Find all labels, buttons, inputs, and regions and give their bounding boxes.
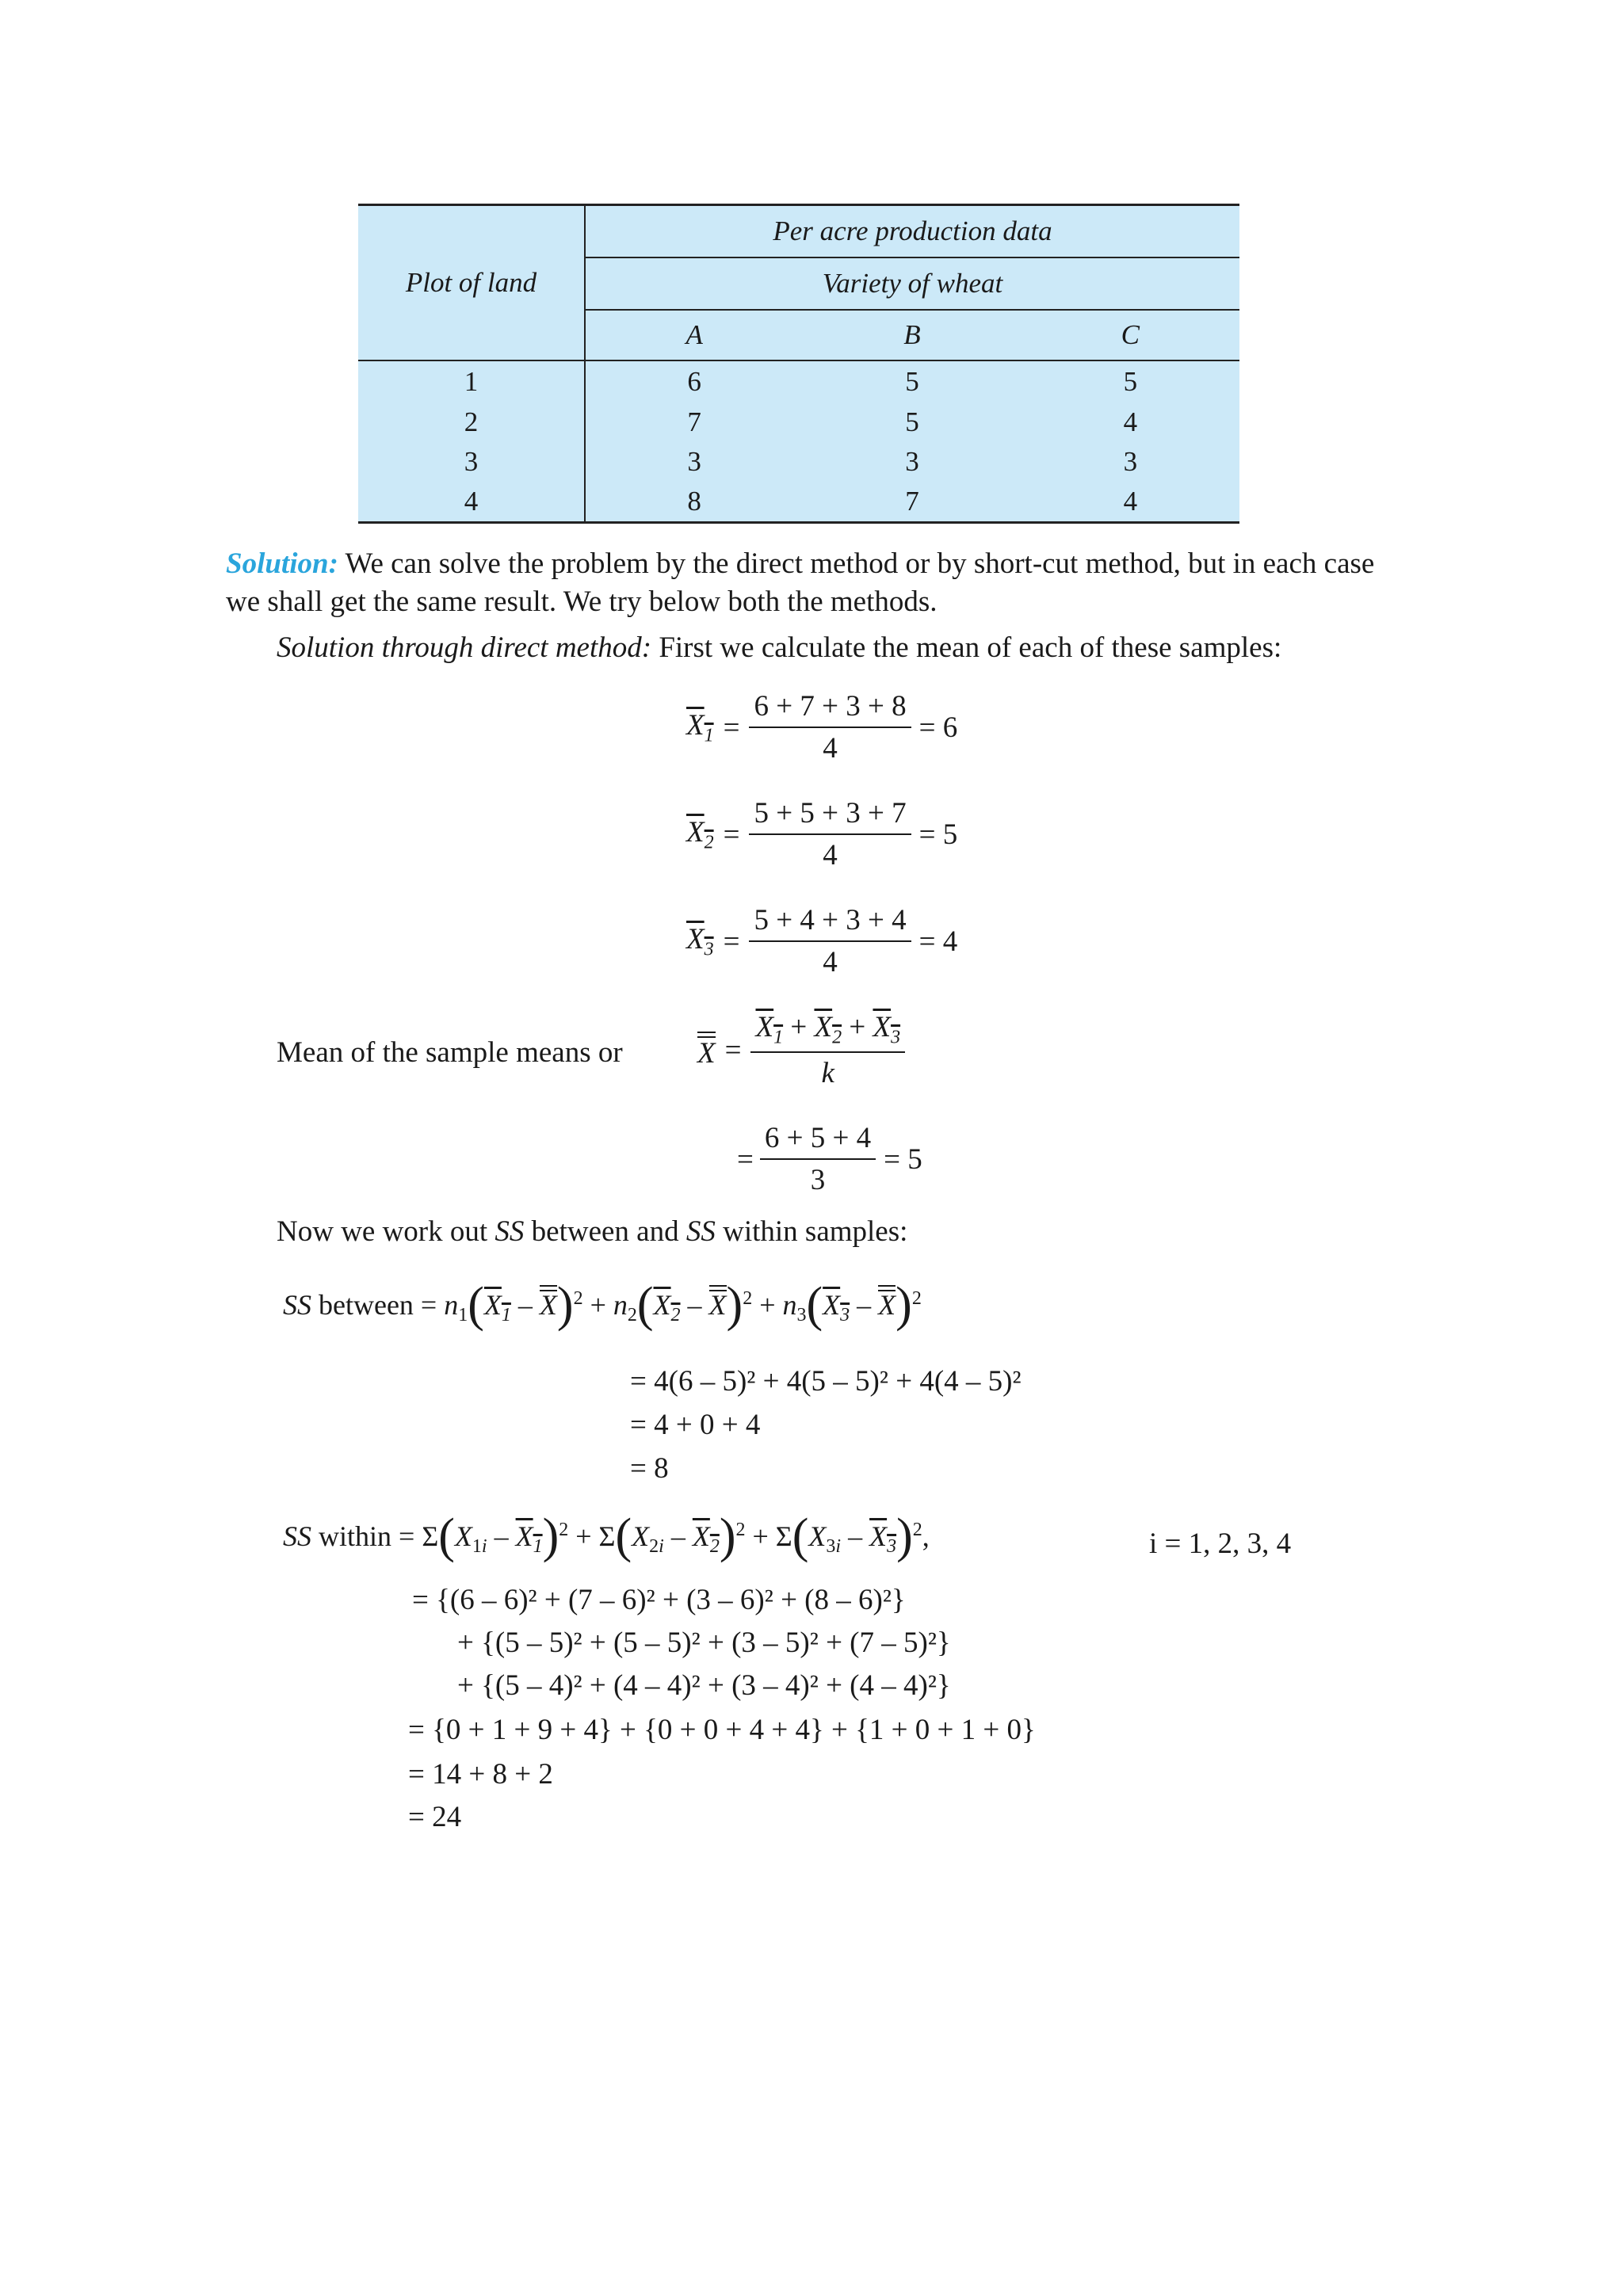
value-cell: 3 [687,446,701,477]
grand-mean-calc-fraction: $\frac{6 + 5 + 4}{3}$ [760,1121,876,1197]
value-cell: 3 [905,446,919,477]
column-header-b: B [803,310,1021,360]
solution-paragraph-line2: we shall get the same result. We try below both the methods. [226,585,938,618]
column-header-a: A [585,310,803,360]
value-cell: 4 [1022,482,1239,523]
mean-equation-1: $X_1$ = $\frac{6 + 7 + 3 + 8}{4}$ = 6 [686,690,958,765]
ss-between-step: = 8 [630,1452,669,1485]
table-row [358,402,1239,442]
mean-result: = 6 [918,711,958,744]
mean-fraction: $\frac{5 + 4 + 3 + 4}{4}$ [749,903,911,979]
ss-between-formula: SS between = $n_1(X_1 - X)^2 + n_2(X_2 - X)^2 + n_3(X_3 - X)^2$ [283,1278,922,1332]
table-row [358,482,1239,523]
ss-within-step: + {(5 – 4)² + (4 – 4)² + (3 – 4)² + (4 – 4)²} [457,1669,951,1702]
ss-intro-line: Now we work out SS between and SS within samples: [277,1215,908,1248]
ss-within-step: = 24 [408,1801,462,1833]
ss-within-step: = 14 + 8 + 2 [408,1758,553,1791]
mean-fraction: $\frac{5 + 5 + 3 + 7}{4}$ [749,796,911,872]
ss-within-step: + {(5 – 5)² + (5 – 5)² + (3 – 5)² + (7 – 5)²} [457,1627,951,1659]
mean-symbol: $X_3$ [686,922,714,960]
header-per-acre-production: Per acre production data [585,205,1239,258]
grand-mean-calc: = $\frac{6 + 5 + 4}{3}$ = 5 [737,1122,922,1196]
plot-cell: 3 [358,442,585,482]
value-cell: 5 [1022,360,1239,402]
direct-method-text: First we calculate the mean of each of these samples: [659,631,1282,664]
value-cell: 7 [687,406,701,437]
plot-cell: 1 [358,360,585,402]
table-row [358,360,1239,402]
mean-result: = 4 [918,925,958,958]
ss-within-step: = {0 + 1 + 9 + 4} + {0 + 0 + 4 + 4} + {1 + 0 + 1 + 0} [408,1714,1036,1746]
grand-mean-fraction: $\frac{X_1 + X_2 + X_3}{k}$ [750,1010,905,1090]
solution-label: Solution: [226,547,338,580]
direct-method-label: Solution through direct method: [277,631,652,664]
column-header-c: C [1022,310,1239,360]
ss-within-index-note: i = 1, 2, 3, 4 [1149,1527,1292,1560]
grand-mean-equation: X = $\frac{X_1 + X_2 + X_3}{k}$ [697,1010,905,1090]
value-cell: 4 [1123,406,1138,437]
grand-mean-symbol: X [697,1030,716,1070]
mean-symbol: $X_1$ [686,708,714,746]
header-variety-of-wheat: Variety of wheat [585,257,1239,310]
solution-text: We can solve the problem by the direct method or by short-cut method, but in each case [345,547,1375,580]
solution-paragraph-line1 [226,547,1374,581]
ss-between-step: = 4(6 – 5)² + 4(5 – 5)² + 4(4 – 5)² [630,1365,1022,1398]
ss-between-step: = 4 + 0 + 4 [630,1409,761,1441]
mean-symbol: $X_2$ [686,815,714,853]
wheat-production-table [358,204,1239,524]
value-cell: 7 [803,482,1021,523]
direct-method-line [277,631,1281,665]
mean-equation-2: $X_2$ = $\frac{5 + 5 + 3 + 7}{4}$ = 5 [686,797,958,871]
mean-equation-3: $X_3$ = $\frac{5 + 4 + 3 + 4}{4}$ = 4 [686,904,958,978]
grand-mean-result: = 5 [884,1142,922,1176]
mean-fraction: $\frac{6 + 7 + 3 + 8}{4}$ [749,689,911,765]
ss-within-formula: SS within = $\Sigma(X_{1i} - X_1)^2 + \Sigma(X_{2i} - X_2)^2 + \Sigma(X_{3i} - X_3)^2$, [283,1509,930,1563]
value-cell: 5 [803,360,1021,402]
plot-cell: 2 [358,402,585,442]
value-cell: 3 [1123,446,1138,477]
table-row [358,442,1239,482]
header-plot-of-land: Plot of land [358,205,585,361]
plot-cell: 4 [358,482,585,523]
grand-mean-label: Mean of the sample means or [277,1036,623,1069]
value-cell: 6 [585,360,803,402]
value-cell: 8 [585,482,803,523]
mean-result: = 5 [918,818,958,851]
value-cell: 5 [905,406,919,437]
ss-within-step: = {(6 – 6)² + (7 – 6)² + (3 – 6)² + (8 – 6)²} [412,1584,906,1616]
